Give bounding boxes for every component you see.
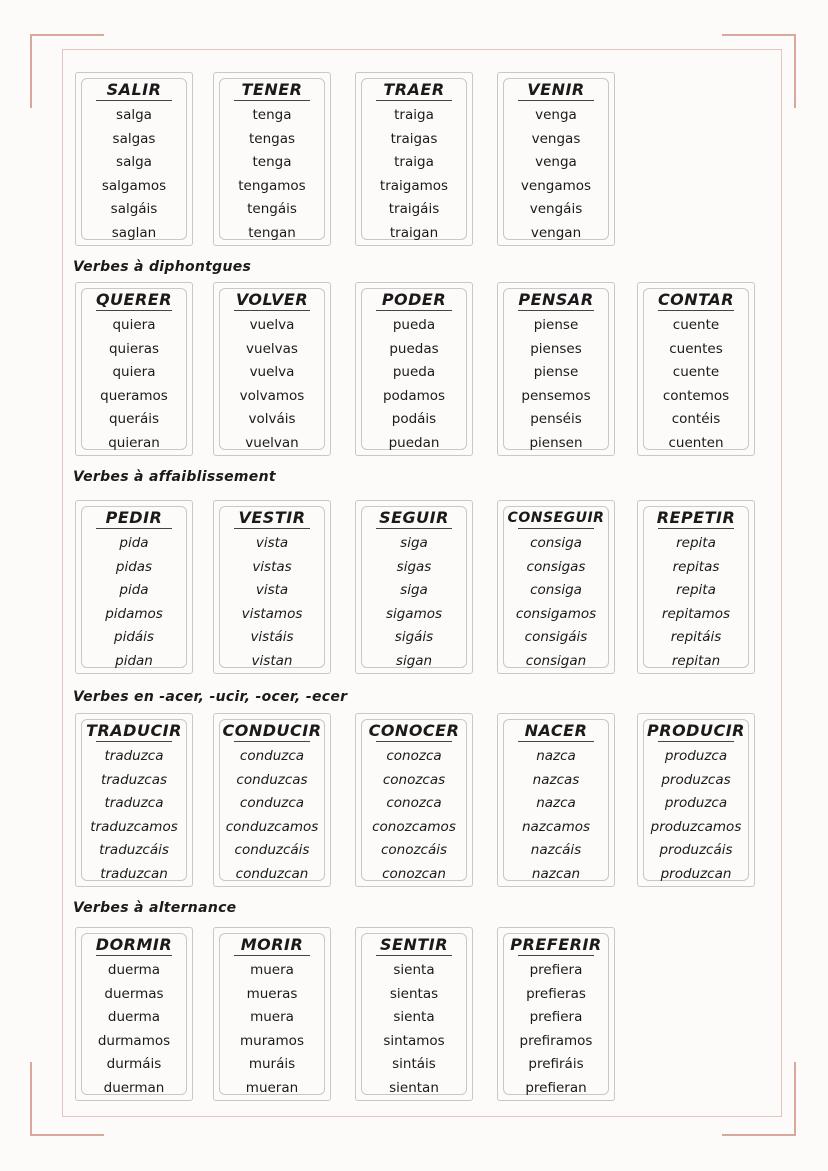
conjugation-form: cuente [672, 364, 720, 381]
conjugation-form: tengas [248, 130, 296, 147]
title-underline [376, 955, 452, 956]
frame-corner-br-v [794, 1062, 796, 1136]
frame-corner-tr-v [794, 34, 796, 108]
conjugation-form: repita [676, 535, 716, 551]
conjugation-form: quiera [112, 364, 156, 381]
conjugation-list [356, 532, 472, 674]
verb-card-dormir [75, 927, 193, 1101]
conjugation-form: consiga [530, 535, 582, 551]
conjugation-form: conozcamos [372, 818, 456, 835]
conjugation-form: conozcas [382, 771, 446, 788]
conjugation-form: sintamos [383, 1032, 445, 1049]
conjugation-form: traduzcan [100, 865, 168, 882]
conjugation-form: produzcáis [659, 842, 733, 859]
verb-card-salir [75, 72, 193, 246]
conjugation-form: quieran [108, 434, 160, 451]
verb-title: MORIR [240, 935, 304, 954]
conjugation-form: vengamos [520, 177, 592, 194]
verb-title: QUERER [95, 290, 173, 309]
conjugation-form: quiera [112, 317, 156, 333]
conjugation-form: salgas [112, 130, 156, 147]
conjugation-list [76, 532, 192, 674]
conjugation-form: repita [676, 582, 716, 599]
conjugation-form: prefiráis [528, 1056, 584, 1073]
conjugation-form: cuentes [669, 340, 723, 357]
conjugation-form: vuelvan [245, 434, 299, 451]
title-underline [96, 741, 172, 742]
verb-title: TENER [241, 80, 303, 99]
verb-title: CONSEGUIR [507, 510, 605, 526]
conjugation-form: consigas [526, 558, 586, 575]
conjugation-form: sienta [393, 1009, 435, 1026]
conjugation-form: prefiera [529, 1009, 583, 1026]
verb-title: CONTAR [657, 290, 735, 309]
conjugation-form: traigan [389, 224, 439, 241]
conjugation-form: puedas [389, 340, 439, 357]
conjugation-form: repitamos [661, 605, 731, 622]
conjugation-form: vengáis [529, 201, 583, 218]
conjugation-form: produzcan [660, 865, 732, 882]
conjugation-form: sientas [389, 985, 439, 1002]
conjugation-form: volvamos [239, 387, 305, 404]
conjugation-form: nazcas [532, 771, 580, 788]
conjugation-form: muramos [240, 1032, 304, 1049]
conjugation-form: sigamos [385, 605, 443, 622]
verb-card-tener [213, 72, 331, 246]
conjugation-form: vista [255, 582, 289, 599]
conjugation-form: pida [119, 535, 149, 551]
conjugation-form: saglan [111, 224, 157, 241]
verb-card-seguir [355, 500, 473, 674]
conjugation-form: traigamos [379, 177, 449, 194]
conjugation-list [76, 745, 192, 887]
conjugation-form: podamos [382, 387, 446, 404]
frame-corner-tl-v [30, 34, 32, 108]
conjugation-list [76, 959, 192, 1101]
frame-corner-bl-h [30, 1134, 104, 1136]
title-underline [234, 741, 310, 742]
conjugation-form: sientan [389, 1079, 439, 1096]
conjugation-form: tengan [248, 224, 296, 241]
conjugation-form: repitáis [670, 629, 722, 646]
conjugation-list [638, 532, 754, 674]
conjugation-form: traduzca [104, 795, 164, 812]
title-underline [658, 310, 734, 311]
conjugation-form: traduzcas [100, 771, 168, 788]
conjugation-list [214, 745, 330, 887]
conjugation-form: produzca [664, 748, 728, 764]
conjugation-form: contéis [671, 411, 721, 428]
conjugation-form: repitan [671, 652, 721, 669]
title-underline [96, 955, 172, 956]
verb-title: TRADUCIR [86, 721, 182, 740]
conjugation-form: conduzcas [236, 771, 308, 788]
conjugation-form: quieras [108, 340, 160, 357]
conjugation-form: vistáis [250, 629, 294, 646]
verb-card-traer [355, 72, 473, 246]
conjugation-form: tengáis [247, 201, 297, 218]
conjugation-list [76, 314, 192, 456]
conjugation-form: traduzcáis [99, 842, 169, 859]
conjugation-list [498, 745, 614, 887]
verb-title: SEGUIR [379, 508, 449, 527]
conjugation-form: vengas [531, 130, 581, 147]
verb-card-producir [637, 713, 755, 887]
conjugation-form: sigan [395, 652, 433, 669]
verb-card-nacer [497, 713, 615, 887]
section-heading-diphthongs: Verbes à diphontgues [73, 259, 252, 275]
conjugation-form: tenga [252, 154, 292, 171]
section-heading-weakening: Verbes à affaiblissement [73, 469, 276, 485]
conjugation-form: mueran [245, 1079, 299, 1096]
conjugation-form: venga [535, 107, 577, 123]
conjugation-form: pidas [115, 558, 153, 575]
conjugation-form: sigáis [394, 629, 434, 646]
verb-title: REPETIR [656, 508, 736, 527]
conjugation-list [214, 314, 330, 456]
conjugation-form: salgáis [110, 201, 158, 218]
conjugation-list [356, 745, 472, 887]
conjugation-form: conduzcáis [234, 842, 310, 859]
conjugation-form: salgamos [101, 177, 167, 194]
conjugation-form: nazca [536, 795, 576, 812]
conjugation-form: piense [533, 317, 579, 333]
conjugation-form: nazcamos [521, 818, 591, 835]
conjugation-list [356, 959, 472, 1101]
conjugation-form: cuente [672, 317, 720, 333]
conjugation-form: traigas [390, 130, 438, 147]
section-heading-cer-cir: Verbes en -acer, -ucir, -ocer, -ecer [73, 689, 348, 705]
verb-title: SENTIR [379, 935, 449, 954]
conjugation-form: conozcáis [380, 842, 448, 859]
conjugation-list [214, 104, 330, 246]
conjugation-form: repitas [672, 558, 720, 575]
conjugation-form: vuelvas [246, 340, 298, 357]
conjugation-form: muráis [248, 1056, 296, 1073]
conjugation-form: consigáis [524, 629, 588, 646]
title-underline [376, 528, 452, 529]
verb-card-vestir [213, 500, 331, 674]
conjugation-form: duerma [107, 1009, 161, 1026]
conjugation-form: prefiramos [519, 1032, 593, 1049]
title-underline [234, 100, 310, 101]
title-underline [234, 310, 310, 311]
conjugation-form: conozcan [382, 865, 446, 882]
title-underline [518, 100, 594, 101]
verb-card-poder [355, 282, 473, 456]
title-underline [376, 741, 452, 742]
title-underline [518, 741, 594, 742]
conjugation-form: duerman [103, 1079, 165, 1096]
conjugation-form: consigan [525, 652, 587, 669]
conjugation-form: traigáis [388, 201, 440, 218]
conjugation-form: vistas [252, 558, 292, 575]
verb-card-pedir [75, 500, 193, 674]
conjugation-form: podáis [391, 411, 437, 428]
conjugation-form: produzcas [661, 771, 731, 788]
conjugation-form: queramos [100, 387, 168, 404]
verb-card-querer [75, 282, 193, 456]
conjugation-form: traduzca [104, 748, 164, 764]
title-underline [658, 528, 734, 529]
verb-card-conocer [355, 713, 473, 887]
conjugation-form: pidáis [114, 629, 154, 646]
conjugation-form: puedan [388, 434, 440, 451]
conjugation-form: tengamos [238, 177, 306, 194]
section-heading-alternation: Verbes à alternance [73, 900, 237, 916]
title-underline [96, 528, 172, 529]
conjugation-form: salga [116, 107, 152, 123]
conjugation-list [76, 104, 192, 246]
conjugation-form: vistamos [241, 605, 303, 622]
verb-title: CONDUCIR [222, 721, 322, 740]
conjugation-list [214, 959, 330, 1101]
verb-title: DORMIR [95, 935, 173, 954]
conjugation-list [498, 104, 614, 246]
conjugation-form: siga [400, 582, 428, 599]
verb-card-sentir [355, 927, 473, 1101]
conjugation-form: pienses [530, 340, 582, 357]
conjugation-form: nazca [536, 748, 576, 764]
conjugation-list [498, 532, 614, 674]
conjugation-form: volváis [248, 411, 296, 428]
conjugation-form: conduzcan [235, 865, 309, 882]
conjugation-form: mueras [246, 985, 298, 1002]
conjugation-list [638, 314, 754, 456]
conjugation-form: siga [400, 535, 428, 551]
conjugation-list [356, 314, 472, 456]
conjugation-form: sigas [396, 558, 432, 575]
conjugation-form: muera [250, 1009, 294, 1026]
verb-card-conseguir [497, 500, 615, 674]
conjugation-form: muera [250, 962, 294, 978]
verb-title: VENIR [527, 80, 585, 99]
conjugation-form: duermas [104, 985, 164, 1002]
conjugation-form: nazcan [531, 865, 581, 882]
conjugation-form: pueda [392, 317, 436, 333]
verb-title: SALIR [106, 80, 162, 99]
conjugation-form: traiga [394, 154, 434, 171]
conjugation-form: pensemos [521, 387, 591, 404]
verb-card-pensar [497, 282, 615, 456]
title-underline [658, 741, 734, 742]
conjugation-form: nazcáis [530, 842, 582, 859]
frame-corner-br-h [722, 1134, 796, 1136]
conjugation-form: traduzcamos [90, 818, 178, 835]
conjugation-form: traiga [394, 107, 434, 123]
conjugation-form: tenga [252, 107, 292, 123]
conjugation-form: prefiera [529, 962, 583, 978]
verb-card-traducir [75, 713, 193, 887]
frame-corner-bl-v [30, 1062, 32, 1136]
conjugation-list [638, 745, 754, 887]
conjugation-form: vista [255, 535, 289, 551]
conjugation-list [498, 959, 614, 1101]
conjugation-list [356, 104, 472, 246]
conjugation-list [214, 532, 330, 674]
conjugation-form: produzcamos [650, 818, 742, 835]
title-underline [96, 100, 172, 101]
verb-title: NACER [524, 721, 588, 740]
verb-title: VOLVER [235, 290, 309, 309]
conjugation-form: conduzca [239, 795, 305, 812]
conjugation-form: venga [535, 154, 577, 171]
conjugation-form: piense [533, 364, 579, 381]
verb-title: PREFERIR [510, 935, 602, 954]
conjugation-form: pida [119, 582, 149, 599]
frame-corner-tl-h [30, 34, 104, 36]
conjugation-form: contemos [662, 387, 730, 404]
conjugation-form: durmamos [97, 1032, 171, 1049]
conjugation-form: durmáis [106, 1056, 162, 1073]
verb-title: TRAER [383, 80, 445, 99]
conjugation-form: vengan [530, 224, 582, 241]
conjugation-form: conduzca [239, 748, 305, 764]
verb-card-conducir [213, 713, 331, 887]
title-underline [376, 310, 452, 311]
conjugation-form: conduzcamos [225, 818, 319, 835]
title-underline [518, 955, 594, 956]
conjugation-form: sienta [393, 962, 435, 978]
conjugation-form: produzca [664, 795, 728, 812]
title-underline [96, 310, 172, 311]
conjugation-form: consigamos [515, 605, 597, 622]
conjugation-form: salga [116, 154, 152, 171]
verb-title: PENSAR [518, 290, 594, 309]
conjugation-form: consiga [530, 582, 582, 599]
verb-title: VESTIR [238, 508, 306, 527]
verb-title: PRODUCIR [647, 721, 745, 740]
title-underline [518, 528, 594, 529]
conjugation-form: conozca [386, 795, 442, 812]
verb-title: PEDIR [105, 508, 163, 527]
verb-card-venir [497, 72, 615, 246]
verb-card-volver [213, 282, 331, 456]
conjugation-form: cuenten [668, 434, 724, 451]
conjugation-form: pidamos [105, 605, 163, 622]
verb-card-repetir [637, 500, 755, 674]
conjugation-form: pueda [392, 364, 436, 381]
verb-card-preferir [497, 927, 615, 1101]
conjugation-form: duerma [107, 962, 161, 978]
conjugation-form: vuelva [249, 364, 295, 381]
conjugation-form: queráis [108, 411, 160, 428]
conjugation-form: pidan [115, 652, 153, 669]
conjugation-form: piensen [529, 434, 583, 451]
verb-card-contar [637, 282, 755, 456]
frame-corner-tr-h [722, 34, 796, 36]
conjugation-form: prefieran [525, 1079, 587, 1096]
title-underline [518, 310, 594, 311]
verb-title: PODER [381, 290, 447, 309]
conjugation-form: sintáis [392, 1056, 436, 1073]
title-underline [234, 528, 310, 529]
conjugation-form: prefieras [526, 985, 586, 1002]
conjugation-form: conozca [386, 748, 442, 764]
title-underline [234, 955, 310, 956]
verb-card-morir [213, 927, 331, 1101]
conjugation-form: vuelva [249, 317, 295, 333]
conjugation-form: vistan [251, 652, 293, 669]
conjugation-form: penséis [530, 411, 582, 428]
conjugation-list [498, 314, 614, 456]
verb-title: CONOCER [368, 721, 460, 740]
title-underline [376, 100, 452, 101]
